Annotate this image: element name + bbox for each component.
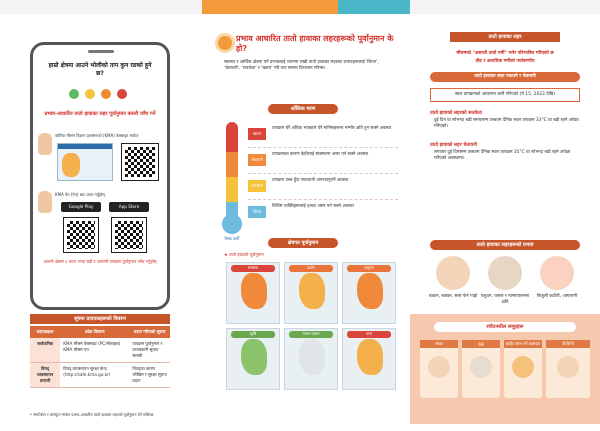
- left-panel: [0, 14, 202, 431]
- map-label: अन्य: [347, 331, 391, 338]
- map-tile-industry: [284, 262, 338, 324]
- table-cell: विपद् व्यवस्थापन प्रणाली: [30, 363, 60, 388]
- face-icons: [69, 89, 127, 99]
- level-row: [248, 124, 398, 148]
- map-label: पशुधन: [347, 265, 391, 272]
- risk-group-label: वृद्ध: [462, 340, 500, 348]
- step-2-hand-icon: [38, 191, 52, 213]
- red-face-icon: [117, 89, 127, 99]
- col-header: प्रदायकहरू: [30, 326, 60, 338]
- korea-map: [357, 273, 383, 309]
- level-row: [248, 176, 398, 200]
- right-panel: [410, 14, 600, 431]
- korea-map: [241, 339, 267, 375]
- app-store-badge[interactable]: App Store: [109, 202, 149, 212]
- warning-text: लगातार दुई दिनसम्म उच्चतम दैनिक स्थल तापक्रम 35°C वा सोभन्दा बढी रहने अपेक्षा गरिएको अवस्थामा।: [434, 150, 571, 161]
- effect-fire-icon: [540, 256, 574, 290]
- step-1-text: कोरिया मौसम विज्ञान प्रशासनको (KMA) वेबसाइट मार्फत: [55, 133, 139, 138]
- table-row: [30, 338, 170, 363]
- right-subtitle-2: तीव्र र अत्यधिक गर्मीको पर्यावरणीय: [475, 59, 535, 64]
- google-play-qr-code[interactable]: [63, 217, 99, 253]
- app-store-qr-code[interactable]: [111, 217, 147, 253]
- yellow-face-icon: [85, 89, 95, 99]
- risk-group-label: बच्चा: [420, 340, 458, 348]
- map-tile-fishery: [284, 328, 338, 390]
- elderly-icon: [470, 356, 492, 378]
- col-header: प्रदेश विवरण: [60, 326, 129, 338]
- map-label: उद्योग: [289, 265, 333, 272]
- table-row: [30, 363, 170, 388]
- risk-card: [504, 340, 542, 398]
- map-tile-agriculture: [226, 328, 280, 390]
- phone-frame: [30, 42, 170, 310]
- level-row: [248, 202, 398, 226]
- advisory-title: तातो हावाको लहरको सतर्कता: [430, 111, 482, 116]
- level-desc: विशिष्ट व्यक्तिहरूलाई हल्का असर पर्न सक्ने अवस्था: [272, 204, 354, 209]
- table-cell: विपद्का कारण जोखिम र सुरक्षा सूचना प्रदान: [129, 363, 170, 388]
- effect-label: पशुधन, फसल र मत्स्यपालनमा क्षति: [480, 294, 530, 305]
- child-icon: [428, 356, 450, 378]
- check-section-title: प्रभाव-आधारित तातो हावाका लहर पूर्वानुमान कसरी जाँच गर्ने: [44, 111, 156, 117]
- risk-card: [546, 340, 590, 398]
- risk-group-label: बाहिर काम गर्ने कामदार: [505, 341, 541, 346]
- kma-website-preview: [57, 143, 113, 181]
- concern-level-badge: चिन्ता: [248, 206, 266, 218]
- korea-map: [357, 339, 383, 375]
- effect-label: थकान, चक्कर, सास फेर्न गाह्रो: [428, 294, 478, 299]
- risk-band: [410, 314, 600, 424]
- forecast-question: हाम्रो क्षेत्रमा आउने भोलीको ताप कुन रङको हुने छ?: [48, 62, 152, 77]
- map-tile-other: [342, 328, 396, 390]
- map-tile-health: [226, 262, 280, 324]
- level-desc: तापक्रमका कारण केहीलाई स्वास्थ्यमा असर पर्न सक्ने अवस्था: [272, 152, 369, 157]
- levels-title: आँकिक चरण: [268, 104, 338, 114]
- maps-note: ★ तातो हावाको पूर्वानुमान: [224, 252, 264, 257]
- table-cell: सार्वजनिक: [30, 338, 60, 363]
- table-cell: तापक्रम पूर्वानुमान र प्रभावकारी सूचना सामग्री: [129, 338, 170, 363]
- korea-map: [299, 339, 325, 375]
- table-title: सूचना प्रदायकहरूको विवरण: [30, 314, 170, 324]
- google-play-badge[interactable]: Google Play: [61, 202, 101, 212]
- right-subtitle: मौसमको "असाध्यै तातो गर्मी" भनेर परिभाषित गरिएको छ: [456, 51, 554, 56]
- level-desc: तापक्रम उच्च हुँदा सावधानी अपनाउनुपर्ने अवस्था: [272, 178, 349, 183]
- caution-level-badge: सतर्कता: [248, 180, 266, 192]
- warning-title: तातो हावाको लहर चेतावनी: [430, 143, 477, 148]
- step-1-hand-icon: [38, 133, 52, 155]
- effect-person-icon: [436, 256, 470, 290]
- map-label: स्वास्थ्य: [231, 265, 275, 272]
- right-header: तातो हावाका लहर: [450, 32, 560, 42]
- risk-card: [420, 340, 458, 398]
- orange-face-icon: [101, 89, 111, 99]
- step-2-text: KMA ऐप (ऐप) बाट प्राप्त गर्नुहोस्: [55, 192, 105, 197]
- website-qr-code[interactable]: [121, 143, 159, 181]
- provider-table: [30, 326, 170, 388]
- risk-group-label: दीर्घरोगी: [546, 340, 590, 348]
- table-cell: विपद् व्यवस्थापन सुरक्षा केन्द्र (http://safe.kma.go.kr): [60, 363, 129, 388]
- middle-title: प्रभाव आधारित तातो हावाका लहरहरूको पूर्वानुमान के हो?: [236, 34, 394, 53]
- map-tile-livestock: [342, 262, 396, 324]
- table-cell: KMA मौसम वेबसाइट (PC/मोबाइल) KMA मौसम एप: [60, 338, 129, 363]
- danger-level-badge: खतरा: [248, 128, 266, 140]
- green-face-icon: [69, 89, 79, 99]
- patient-icon: [557, 356, 579, 378]
- level-row: [248, 150, 398, 174]
- advisory-text: दुई दिन वा सोभन्दा बढी समयसम्म उच्चतम दैनिक स्थल तापक्रम 33°C वा बढी रहने अपेक्षा गरिएको।: [434, 118, 579, 129]
- box1-title: तातो हावाका लहर पठाउने र चेतावनी: [430, 72, 580, 82]
- maps-title: क्षेत्रगत पूर्वानुमान: [268, 238, 338, 248]
- red-note: आफ्नो क्षेत्रमा ६ घण्टा भन्दा बढी र आगामी तापक्रम पूर्वानुमान जाँच गर्नुहोस्: [43, 259, 157, 264]
- thermo-label: रिस्क पार्टी: [224, 236, 240, 241]
- middle-panel: [202, 14, 410, 431]
- sun-icon: [218, 36, 232, 50]
- effect-livestock-icon: [488, 256, 522, 290]
- korea-map: [299, 273, 325, 309]
- effects-title: तातो हावाका लहरहरूको प्रभाव: [430, 240, 580, 250]
- box1-text: स्थल तापक्रमको आधारमा जारी गरिएको (मे 15, 2023 देखि): [430, 88, 580, 102]
- korea-map: [241, 273, 267, 309]
- map-label: कृषि: [231, 331, 275, 338]
- col-header: प्रदान गरिएको सूचना: [129, 326, 170, 338]
- worker-icon: [512, 356, 534, 378]
- effect-label: बिजुली कटौती, आगलागी: [536, 294, 578, 299]
- risk-title: संवेदनशील समूहहरू: [434, 322, 576, 332]
- footnote: * स्मार्टफोन र कम्प्युटर मार्फत प्रभाव-आधारित तातो हावाका लहरको पूर्वानुमान हेर्न सकिन्छ: [30, 412, 154, 417]
- map-label: मत्स्य पालन: [289, 331, 333, 338]
- risk-card: [462, 340, 500, 398]
- warning-level-badge: चेतावनी: [248, 154, 266, 166]
- level-desc: तापक्रम धेरै अधिक भएकाले धेरै मानिसहरूमा गम्भीर क्षति हुन सक्ने अवस्था: [272, 126, 391, 131]
- thermometer-icon: [226, 122, 238, 222]
- middle-intro: स्वास्थ्य र आर्थिक क्षेत्रमा पर्ने प्रभावलाई ध्यानमा राखी तातो हावाका लहरका प्रभावहरूलाई 'चिन्ता', 'चेतावनी', 'सतर्कता' र 'खतरा' गरी चार स्तरमा विभाजन गरिन्छ।: [224, 60, 379, 71]
